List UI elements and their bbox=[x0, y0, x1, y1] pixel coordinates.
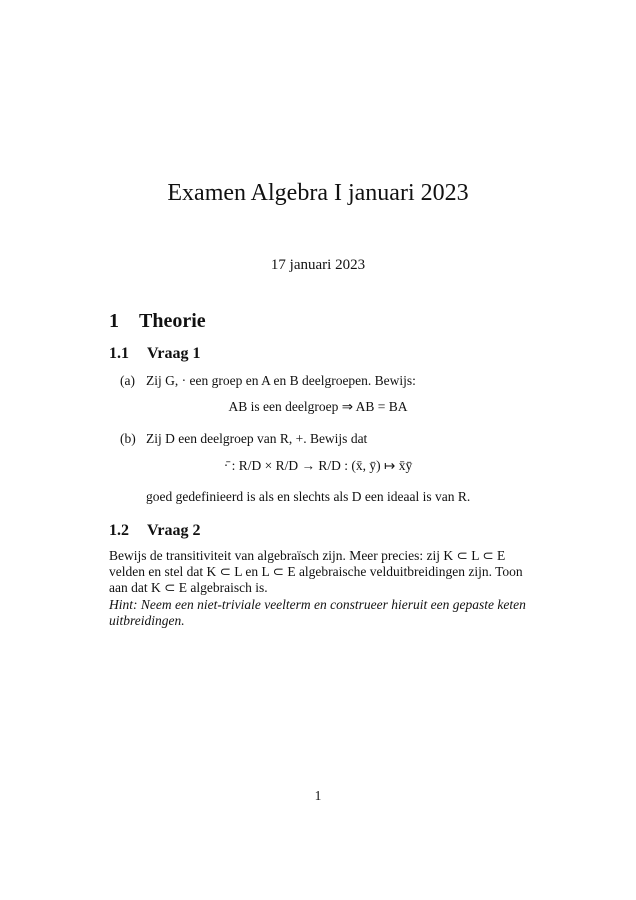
question-1a bbox=[120, 373, 416, 389]
item-text: Zij D een deelgroep van R, +. Bewijs dat bbox=[146, 431, 368, 446]
paragraph-line: velden en stel dat K ⊂ L en L ⊂ E algebraische velduitbreidingen zijn. Toon bbox=[109, 564, 523, 580]
display-equation-1a: AB is een deelgroep ⇒ AB = BA bbox=[228, 399, 408, 414]
subsection-heading-q2 bbox=[109, 522, 200, 540]
question-1b bbox=[120, 431, 367, 447]
item-text: Zij G, · een groep en A en B deelgroepen. Bewijs: bbox=[146, 373, 416, 388]
subsection-title: Vraag 1 bbox=[147, 345, 201, 362]
hint-line: uitbreidingen. bbox=[109, 612, 185, 628]
subsection-number: 1.2 bbox=[109, 522, 129, 539]
display-equation-1b: ·̄ : R/D × R/D → R/D : (x̄, ȳ) ↦ x̄ȳ bbox=[223, 458, 413, 473]
hint-line: Hint: Neem een niet-triviale veelterm en construeer hieruit een gepaste keten bbox=[109, 596, 526, 612]
paragraph-line: Bewijs de transitiviteit van algebraïsch zijn. Meer precies: zij K ⊂ L ⊂ E bbox=[109, 548, 506, 563]
section-number: 1 bbox=[109, 310, 119, 332]
page-number: 1 bbox=[314, 788, 322, 803]
question-1b-continuation: goed gedefinieerd is als en slechts als D een ideaal is van R. bbox=[146, 489, 471, 504]
subsection-title: Vraag 2 bbox=[147, 522, 201, 539]
paragraph-line: aan dat K ⊂ E algebraisch is. bbox=[109, 580, 268, 596]
item-label: (a) bbox=[120, 373, 135, 388]
document-title: Examen Algebra I januari 2023 bbox=[167, 180, 469, 206]
question-2-body bbox=[109, 548, 529, 629]
item-label: (b) bbox=[120, 431, 136, 446]
section-title: Theorie bbox=[139, 310, 206, 332]
subsection-heading-q1 bbox=[109, 345, 200, 363]
section-heading bbox=[109, 310, 206, 333]
document-date: 17 januari 2023 bbox=[270, 257, 366, 273]
subsection-number: 1.1 bbox=[109, 345, 129, 362]
